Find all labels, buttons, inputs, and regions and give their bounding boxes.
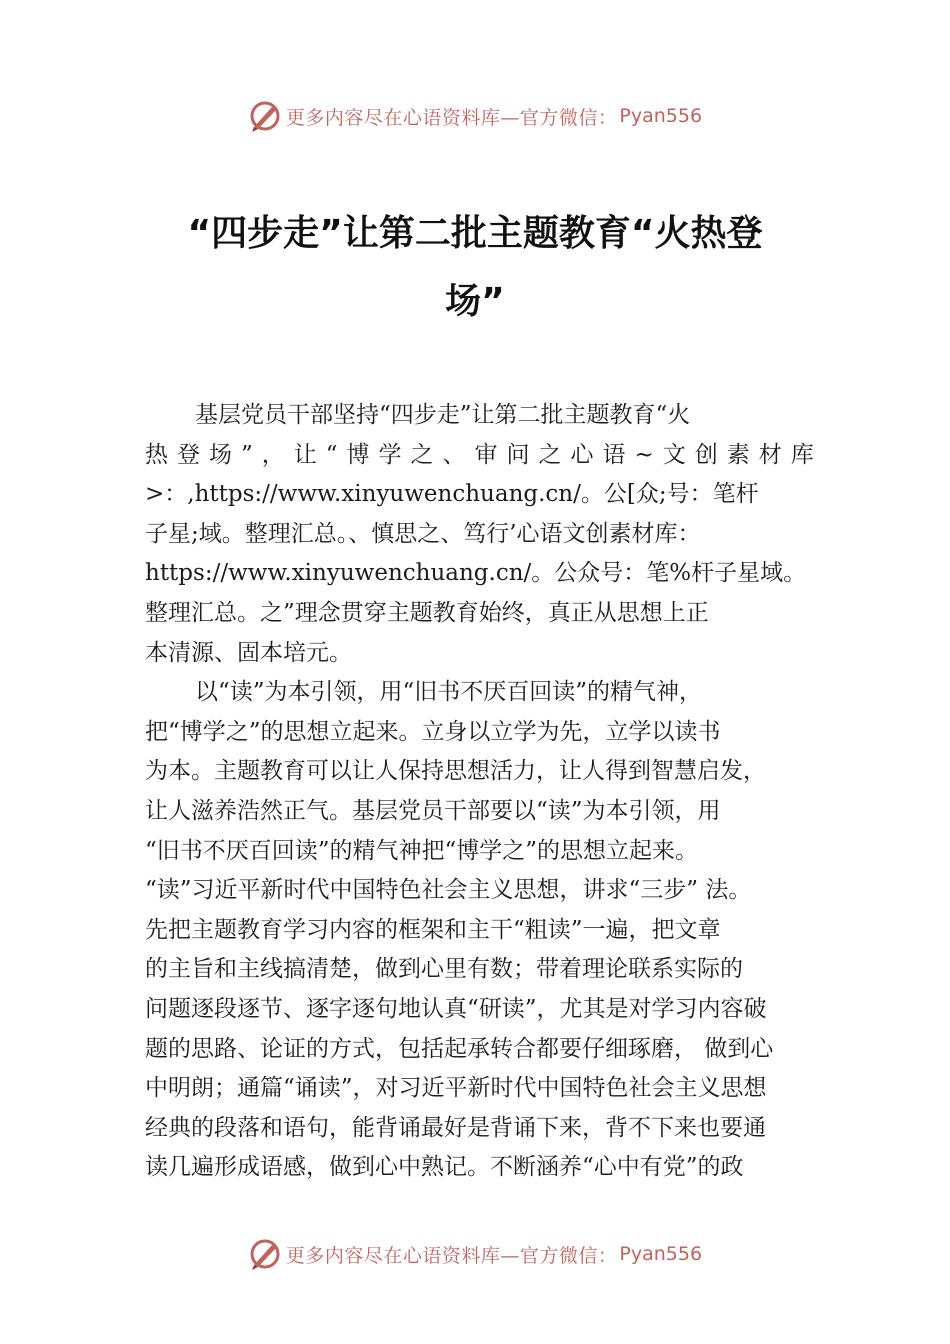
document-body — [145, 396, 835, 1188]
footer-banner — [0, 1234, 950, 1274]
body-line: 把“博学之”的思想立起来。立身以立学为先，立学以读书 — [145, 718, 721, 745]
body-line: 中明朗；通篇“诵读”，对习近平新时代中国特色社会主义思想 — [145, 1075, 767, 1102]
body-line: https://www.xinyuwenchuang.cn/。公众号：笔%杆子星域。 — [145, 560, 807, 587]
banner-text: 更多内容尽在心语资料库—官方微信： — [285, 106, 618, 129]
body-line: 读几遍形成语感，做到心中熟记。不断涵养“心中有党”的政 — [145, 1154, 744, 1181]
body-line: 为本。主题教育可以让人保持思想活力，让人得到智慧启发， — [145, 758, 766, 785]
banner-account: Pyan556 — [619, 105, 703, 127]
body-line: 问题逐段逐节、逐字逐句地认真“研读”，尤其是对学习内容破 — [145, 995, 767, 1022]
body-line: 经典的段落和语句，能背诵最好是背诵下来，背不下来也要通 — [145, 1114, 766, 1141]
body-line: >：,https://www.xinyuwenchuang.cn/。公[众;号：笔杆 — [145, 481, 759, 508]
body-line: 以“读”为本引领，用“旧书不厌百回读”的精气神， — [195, 679, 703, 706]
body-line: 热登场”，让“博学之、审问之心语~文创素材库 — [145, 441, 823, 468]
body-line: 题的思路、论证的方式，包括起承转合都要仔细琢磨， 做到心 — [145, 1035, 774, 1062]
body-line: 让人滋养浩然正气。基层党员干部要以“读”为本引领，用 — [145, 797, 721, 824]
pen-logo-icon — [248, 99, 282, 133]
header-banner — [0, 96, 950, 136]
body-line: 子星;域。整理汇总。、慎思之、笃行’心语文创素材库： — [145, 520, 701, 547]
pen-logo-icon — [248, 1237, 282, 1271]
document-title — [140, 200, 810, 336]
title-line-2: 场” — [445, 281, 505, 322]
body-line: “旧书不厌百回读”的精气神把“博学之”的思想立起来。 — [145, 837, 699, 864]
body-line: 本清源、固本培元。 — [145, 639, 352, 666]
body-line: “读”习近平新时代中国特色社会主义思想，讲求“三步” 法。 — [145, 877, 752, 904]
title-line-1: “四步走”让第二批主题教育“火热登 — [187, 213, 763, 254]
banner-account: Pyan556 — [619, 1243, 703, 1265]
banner-text: 更多内容尽在心语资料库—官方微信： — [285, 1244, 618, 1267]
body-line: 整理汇总。之”理念贯穿主题教育始终，真正从思想上正 — [145, 599, 709, 626]
body-line: 先把主题教育学习内容的框架和主干“粗读”一遍，把文章 — [145, 916, 721, 943]
body-line: 基层党员干部坚持“四步走”让第二批主题教育“火 — [195, 402, 691, 428]
body-line: 的主旨和主线搞清楚，做到心里有数；带着理论联系实际的 — [145, 956, 743, 983]
